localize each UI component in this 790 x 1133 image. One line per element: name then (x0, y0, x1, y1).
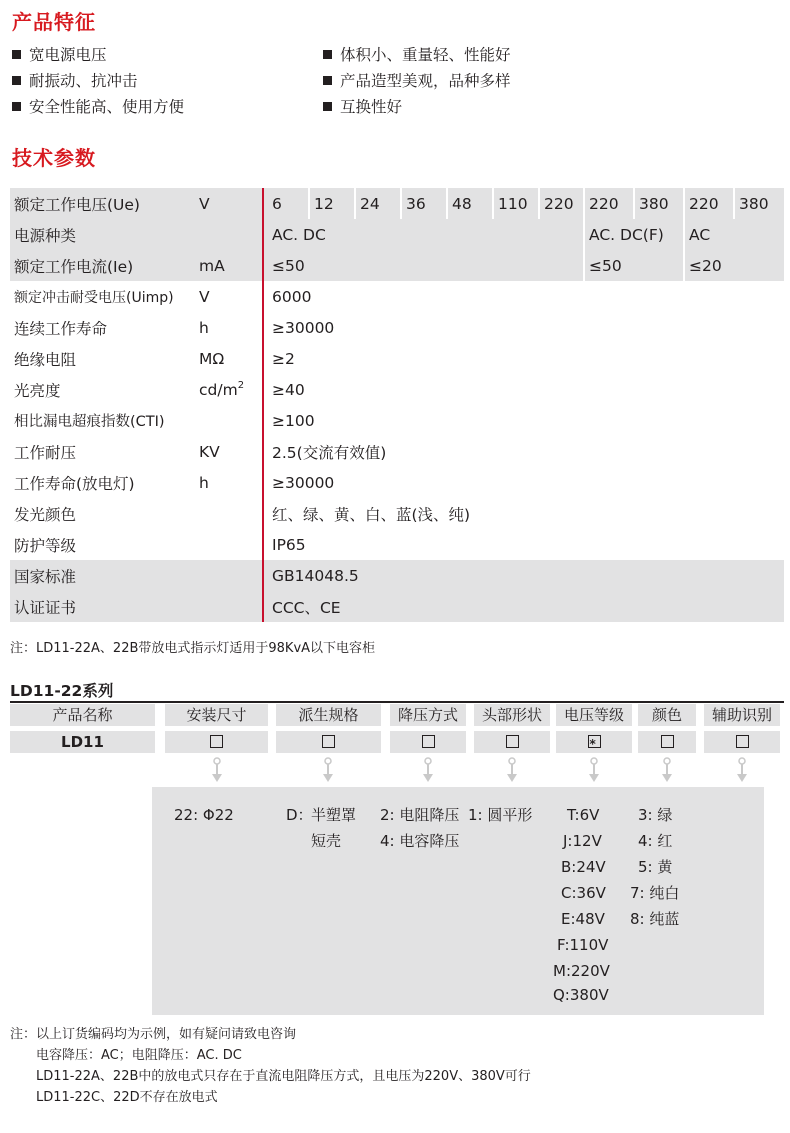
spec-label: 连续工作寿命 (14, 319, 108, 338)
derived-option: 半塑罩 (311, 806, 357, 824)
spec-label: 绝缘电阻 (14, 350, 77, 369)
current-value: ≤50 (584, 250, 684, 281)
spec-row-current (10, 250, 784, 281)
step-down-option: 4: 电容降压 (380, 832, 460, 850)
voltage-value: 220 (584, 188, 634, 219)
derived-spec-slot (276, 731, 381, 753)
spec-label: 认证证书 (10, 591, 195, 622)
color-option: 5: 黄 (638, 858, 673, 876)
down-arrow-icon (736, 757, 748, 783)
spec-value: IP65 (263, 529, 784, 560)
voltage-value: 48 (447, 188, 493, 219)
features-title: 产品特征 (12, 10, 96, 34)
spec-row (10, 436, 784, 467)
checkbox-icon (422, 735, 435, 748)
spec-value: ≥30000 (263, 312, 784, 343)
spec-note: 注：LD11-22A、22B带放电式指示灯适用于98KvA以下电容柜 (10, 641, 376, 656)
checkbox-icon (736, 735, 749, 748)
checkbox-icon (322, 735, 335, 748)
voltage-value: 380 (734, 188, 784, 219)
voltage-value: 110 (493, 188, 539, 219)
voltage-value: 220 (539, 188, 584, 219)
down-arrow-icon (661, 757, 673, 783)
spec-value: ≥40 (263, 374, 784, 405)
color-option: 3: 绿 (638, 806, 673, 824)
spec-label: 额定工作电压(Ue) (10, 188, 195, 219)
spec-value: ≥30000 (263, 467, 784, 498)
spec-value: ≥100 (263, 405, 784, 436)
spec-label: 额定冲击耐受电压(Uimp) (14, 289, 174, 306)
series-title: LD11-22系列 (10, 679, 784, 703)
checkbox-icon (210, 735, 223, 748)
spec-unit (195, 591, 263, 622)
color-option: 7: 纯白 (630, 884, 680, 902)
spec-row (10, 343, 784, 374)
color-option: 4: 红 (638, 832, 673, 850)
aux-id-slot (704, 731, 780, 753)
header-voltage-level: 电压等级 (556, 704, 632, 726)
spec-value: 红、绿、黄、白、蓝(浅、纯) (263, 498, 784, 529)
spec-table (10, 188, 784, 622)
spec-label: 电源种类 (10, 219, 195, 250)
step-down-option: 2: 电阻降压 (380, 806, 460, 824)
spec-row (10, 498, 784, 529)
spec-unit: KV (199, 442, 220, 461)
size-option: 22: Φ22 (174, 806, 234, 824)
spec-unit (195, 560, 263, 591)
voltage-option: B:24V (561, 858, 606, 876)
voltage-option: F:110V (557, 936, 609, 954)
spec-label: 工作寿命(放电灯) (14, 474, 135, 493)
voltage-value: 12 (309, 188, 355, 219)
power-type-value: AC. DC(F) (584, 219, 684, 250)
voltage-value: 24 (355, 188, 401, 219)
spec-row-voltage (10, 188, 784, 219)
spec-row (10, 281, 784, 312)
spec-row (10, 374, 784, 405)
spec-value: 2.5(交流有效值) (263, 436, 784, 467)
derived-option: 短壳 (311, 832, 342, 850)
spec-unit (195, 498, 263, 529)
order-note: 电容降压：AC；电阻降压：AC. DC (36, 1048, 242, 1063)
power-type-value: AC (684, 219, 784, 250)
voltage-value: 6 (263, 188, 309, 219)
header-derived-spec: 派生规格 (276, 704, 381, 726)
feature-item: 耐振动、抗冲击 (12, 68, 138, 94)
spec-value: 6000 (263, 281, 784, 312)
spec-unit: h (199, 318, 209, 337)
spec-label: 防护等级 (14, 536, 77, 555)
spec-unit: $cd/m^2$ (199, 380, 245, 399)
voltage-value: 36 (401, 188, 447, 219)
install-size-slot (165, 731, 268, 753)
spec-unit: V (199, 287, 210, 306)
spec-row (10, 529, 784, 560)
header-install-size: 安装尺寸 (165, 704, 268, 726)
spec-row-power (10, 219, 784, 250)
product-code: LD11 (10, 731, 155, 753)
header-step-down: 降压方式 (390, 704, 466, 726)
spec-row-standard (10, 560, 784, 591)
spec-row (10, 312, 784, 343)
spec-unit: h (199, 473, 209, 492)
order-note: 注：以上订货编码均为示例，如有疑问请致电咨询 (10, 1027, 297, 1042)
spec-label: 工作耐压 (14, 443, 77, 462)
spec-value: GB14048.5 (263, 560, 784, 591)
current-value: ≤50 (263, 250, 584, 281)
spec-unit: V (195, 188, 263, 219)
spec-unit (195, 405, 263, 436)
step-down-slot (390, 731, 466, 753)
order-note: LD11-22C、22D不存在放电式 (36, 1090, 218, 1105)
spec-value: CCC、CE (263, 591, 784, 622)
spec-row (10, 467, 784, 498)
head-option: 1: 圆平形 (468, 806, 533, 824)
derived-key: D： (286, 806, 313, 824)
spec-label: 相比漏电超痕指数(CTI) (14, 414, 165, 430)
spec-unit: mA (195, 250, 263, 281)
header-product-name: 产品名称 (10, 704, 155, 726)
voltage-option: M:220V (553, 962, 610, 980)
feature-item: 安全性能高、使用方便 (12, 94, 184, 120)
feature-item: 宽电源电压 (12, 42, 107, 68)
down-arrow-icon (422, 757, 434, 783)
voltage-option: T:6V (567, 806, 600, 824)
voltage-option: Q:380V (553, 986, 609, 1004)
checkbox-icon (661, 735, 674, 748)
spec-label: 国家标准 (10, 560, 195, 591)
specs-title: 技术参数 (12, 146, 96, 170)
voltage-value: 380 (634, 188, 684, 219)
color-option: 8: 纯蓝 (630, 910, 680, 928)
order-note: LD11-22A、22B中的放电式只存在于直流电阻降压方式，且电压为220V、380V可行 (36, 1069, 531, 1084)
spec-unit: MΩ (199, 349, 225, 368)
voltage-value: 220 (684, 188, 734, 219)
feature-item: 产品造型美观，品种多样 (323, 68, 511, 94)
spec-row-certificate (10, 591, 784, 622)
checkbox-icon (506, 735, 519, 748)
header-aux-id: 辅助识别 (704, 704, 780, 726)
down-arrow-icon (211, 757, 223, 783)
spec-label: 额定工作电流(Ie) (10, 250, 195, 281)
head-shape-slot (474, 731, 550, 753)
voltage-option: J:12V (563, 832, 602, 850)
spec-row (10, 405, 784, 436)
color-slot (638, 731, 696, 753)
voltage-option: E:48V (561, 910, 605, 928)
spec-label: 发光颜色 (14, 505, 77, 524)
down-arrow-icon (588, 757, 600, 783)
spec-label: 光亮度 (14, 381, 61, 400)
header-color: 颜色 (638, 704, 696, 726)
power-type-value: AC. DC (263, 219, 584, 250)
voltage-option: C:36V (561, 884, 606, 902)
header-head-shape: 头部形状 (474, 704, 550, 726)
current-value: ≤20 (684, 250, 784, 281)
down-arrow-icon (322, 757, 334, 783)
spec-value: ≥2 (263, 343, 784, 374)
down-arrow-icon (506, 757, 518, 783)
feature-item: 互换性好 (323, 94, 402, 120)
star-checkbox-icon (588, 735, 601, 748)
voltage-level-slot (556, 731, 632, 753)
feature-item: 体积小、重量轻、性能好 (323, 42, 511, 68)
spec-unit (195, 529, 263, 560)
